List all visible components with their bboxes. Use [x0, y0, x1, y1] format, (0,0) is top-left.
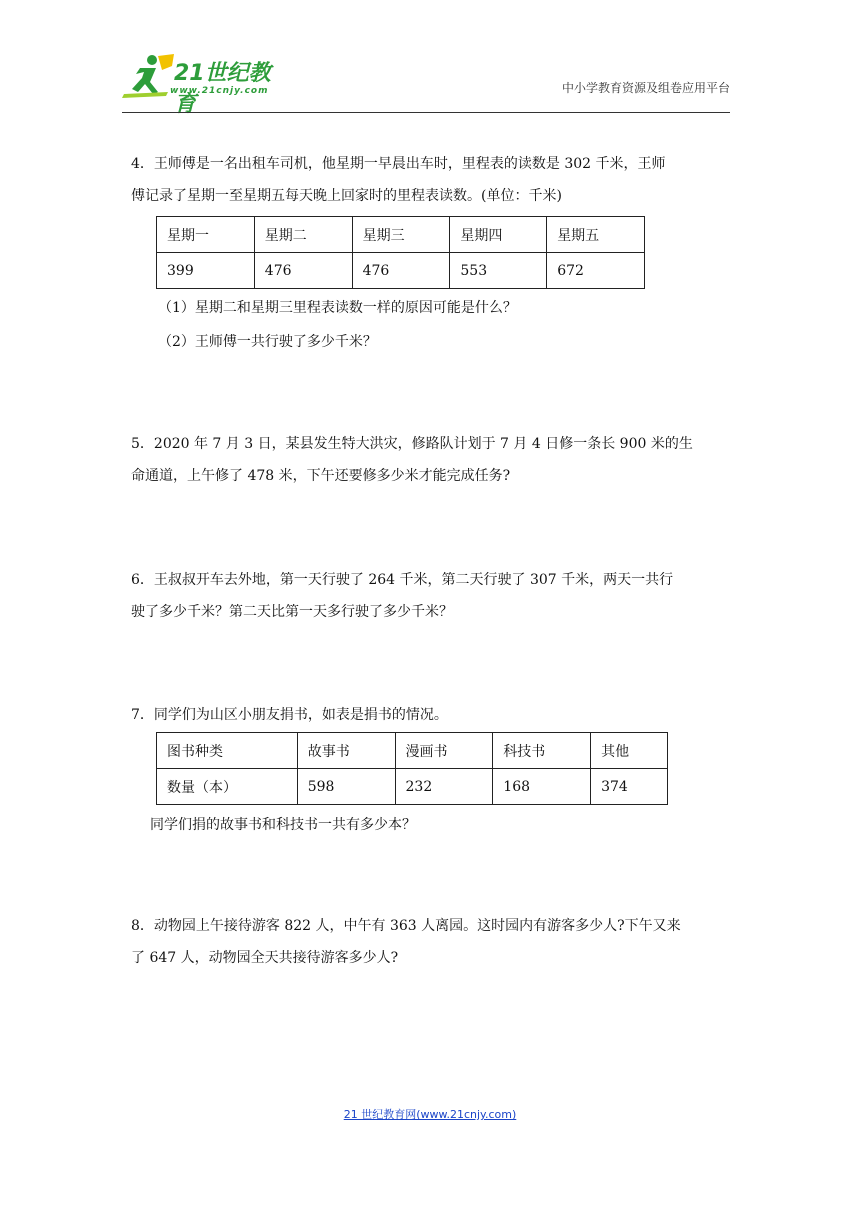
table-cell: 399 — [157, 253, 255, 289]
table-cell: 168 — [493, 769, 591, 805]
question-5 — [131, 428, 731, 492]
table-header-cell: 图书种类 — [157, 733, 298, 769]
question-6-line-2: 驶了多少千米？第二天比第一天多行驶了多少千米？ — [131, 604, 453, 620]
question-8-line-2: 了 647 人，动物园全天共接待游客多少人? — [131, 950, 399, 966]
odometer-table — [156, 216, 645, 289]
table-header-cell: 星期三 — [352, 217, 450, 253]
question-8 — [131, 910, 731, 974]
table-cell: 232 — [395, 769, 493, 805]
table-row — [157, 733, 668, 769]
table-cell: 476 — [352, 253, 450, 289]
question-8-line-1: 8．动物园上午接待游客 822 人，中午有 363 人离园。这时园内有游客多少人?下午又来 — [131, 918, 681, 934]
table-header-cell: 科技书 — [493, 733, 591, 769]
question-4-sub-2: （2）王师傅一共行驶了多少千米？ — [158, 334, 377, 350]
question-4-sub-1: （1）星期二和星期三里程表读数一样的原因可能是什么？ — [158, 300, 517, 316]
table-header-cell: 漫画书 — [395, 733, 493, 769]
header-platform-text: 中小学教育资源及组卷应用平台 — [561, 81, 730, 95]
table-cell: 672 — [547, 253, 645, 289]
page-header — [122, 52, 730, 117]
logo-url: www.21cnjy.com — [170, 86, 269, 96]
table-cell: 553 — [450, 253, 547, 289]
table-header-cell: 故事书 — [297, 733, 395, 769]
table-header-cell: 星期五 — [547, 217, 645, 253]
question-5-line-1: 5．2020 年 7 月 3 日，某县发生特大洪灾，修路队计划于 7 月 4 日修一条长 900 米的生 — [131, 436, 693, 452]
table-cell: 374 — [591, 769, 668, 805]
question-4 — [131, 148, 731, 212]
book-donation-table — [156, 732, 668, 805]
question-6-line-1: 6．王叔叔开车去外地，第一天行驶了 264 千米，第二天行驶了 307 千米，两天一共行 — [131, 572, 674, 588]
header-divider — [122, 112, 730, 113]
table-header-cell: 星期二 — [254, 217, 352, 253]
question-7 — [131, 699, 731, 731]
table-row — [157, 253, 645, 289]
logo-text: 21世纪教育 — [174, 61, 271, 117]
question-7-question: 同学们捐的故事书和科技书一共有多少本？ — [150, 817, 416, 833]
table-header-cell: 星期一 — [157, 217, 255, 253]
question-6 — [131, 564, 731, 628]
question-7-line-1: 7．同学们为山区小朋友捐书，如表是捐书的情况。 — [131, 707, 448, 723]
table-cell: 476 — [254, 253, 352, 289]
table-header-cell: 其他 — [591, 733, 668, 769]
table-cell: 598 — [297, 769, 395, 805]
table-header-cell: 星期四 — [450, 217, 547, 253]
footer-link[interactable]: 21 世纪教育网(www.21cnjy.com) — [343, 1108, 517, 1121]
table-cell: 数量（本） — [157, 769, 298, 805]
question-4-line-1: 4．王师傅是一名出租车司机，他星期一早晨出车时，里程表的读数是 302 千米，王师 — [131, 156, 666, 172]
logo — [122, 52, 292, 117]
question-5-line-2: 命通道，上午修了 478 米，下午还要修多少米才能完成任务? — [131, 468, 511, 484]
table-row — [157, 769, 668, 805]
table-row — [157, 217, 645, 253]
question-4-line-2: 傅记录了星期一至星期五每天晚上回家时的里程表读数。(单位：千米) — [131, 188, 562, 204]
